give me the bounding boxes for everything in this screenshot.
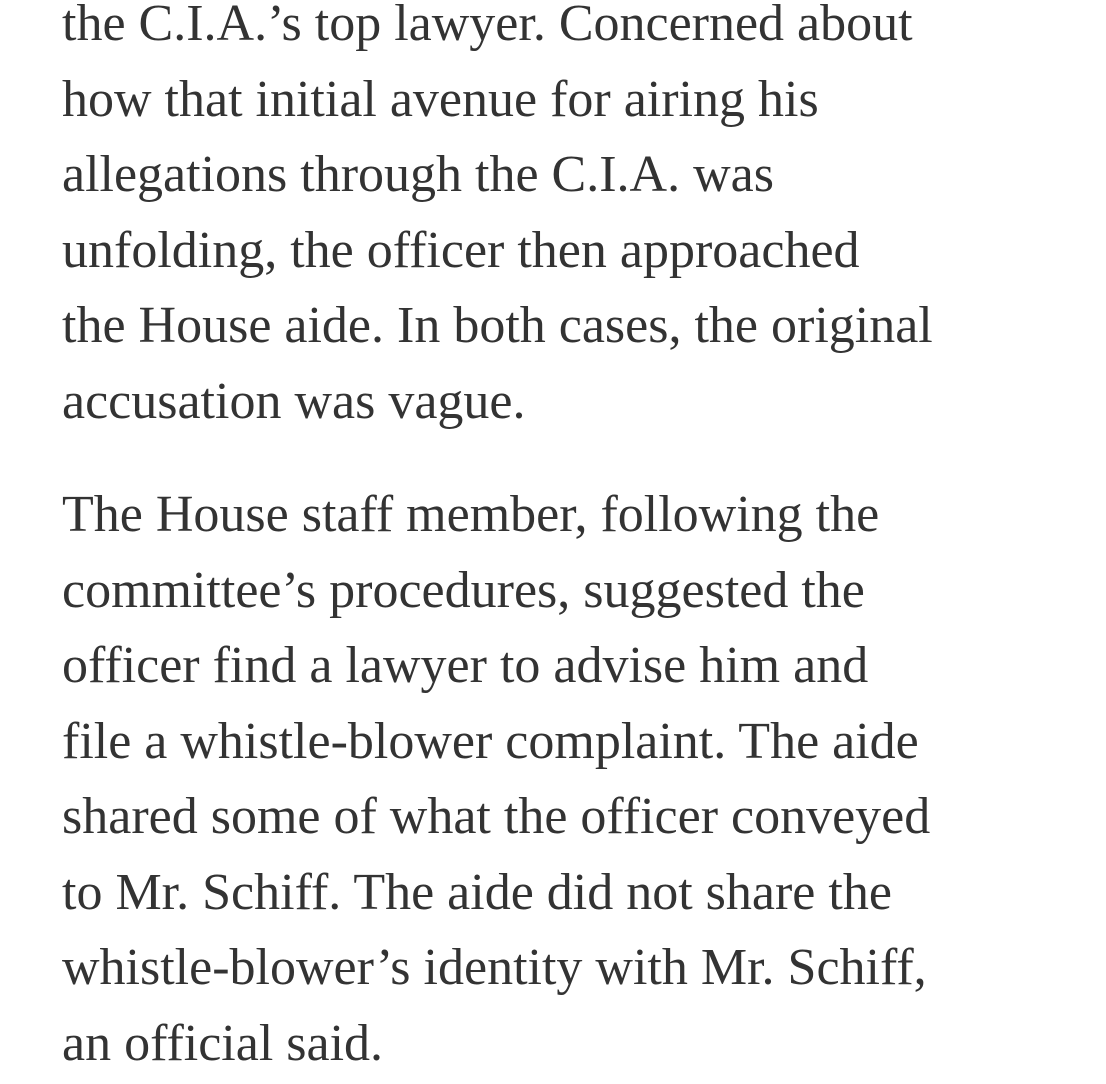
text-line: committee’s procedures, suggested the <box>62 561 865 619</box>
article-body <box>62 0 1082 1081</box>
text-line: an official said. <box>62 1014 384 1072</box>
text-line: allegations through the C.I.A. was <box>62 146 774 203</box>
text-line: how that initial avenue for airing his <box>62 70 819 128</box>
text-line: to Mr. Schiff. The aide did not share the <box>62 863 892 921</box>
text-line: whistle-blower’s identity with Mr. Schiff, <box>62 939 927 996</box>
text-line: accusation was vague. <box>62 372 526 430</box>
text-line: officer find a lawyer to advise him and <box>62 637 869 694</box>
text-line: the House aide. In both cases, the original <box>62 297 933 354</box>
text-line: the C.I.A.’s top lawyer. Concerned about <box>62 0 913 52</box>
text-line: unfolding, the officer then approached <box>62 221 860 279</box>
text-line: shared some of what the officer conveyed <box>62 788 931 845</box>
article-paragraph <box>62 0 1082 439</box>
text-line: The House staff member, following the <box>62 486 880 543</box>
text-line: file a whistle-blower complaint. The aide <box>62 712 919 770</box>
article-paragraph <box>62 477 1082 1081</box>
